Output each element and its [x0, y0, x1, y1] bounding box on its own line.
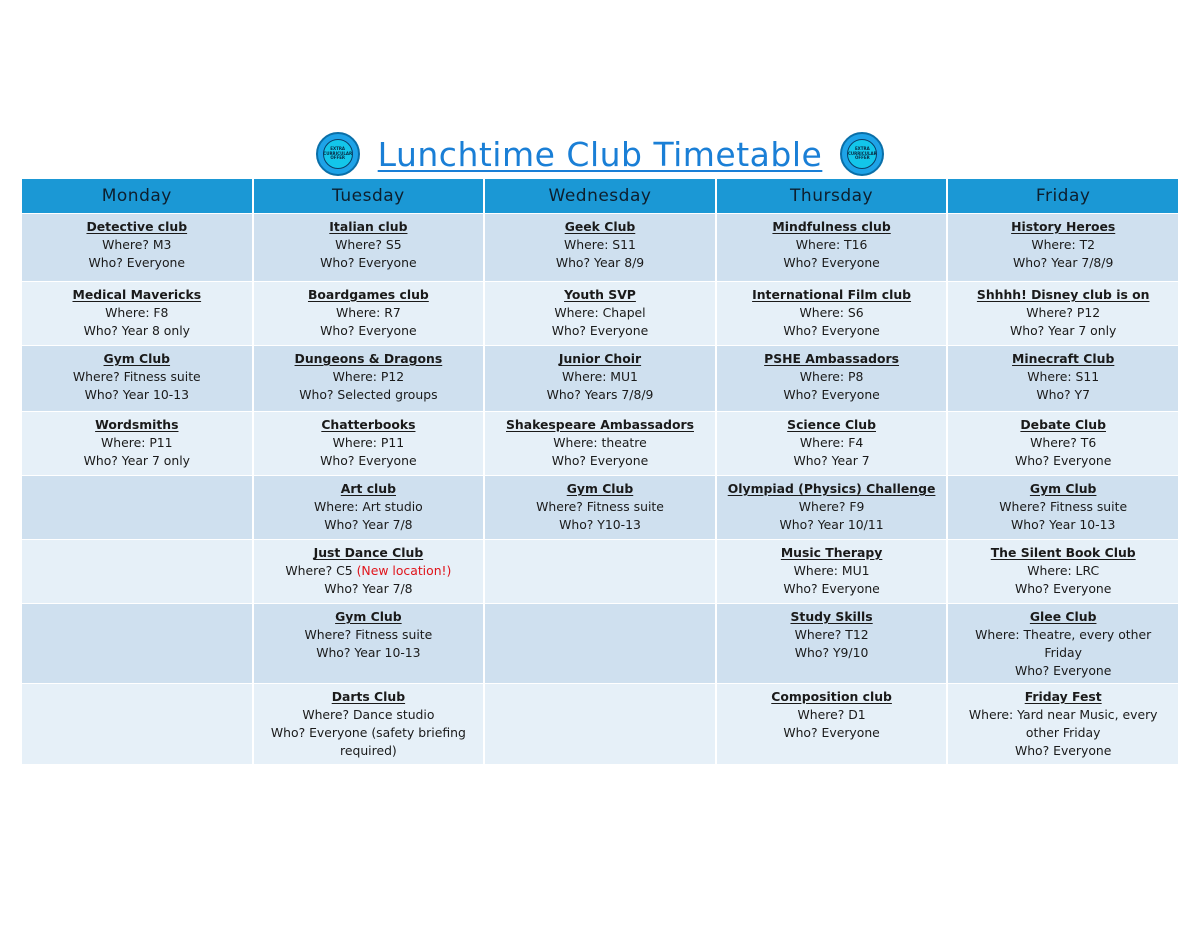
club-name: Gym Club	[1029, 481, 1097, 496]
club-where	[266, 706, 472, 724]
timetable-row	[21, 214, 1179, 282]
club-name: International Film club	[752, 287, 912, 302]
club-where	[962, 626, 1164, 662]
club-name: Medical Mavericks	[72, 287, 202, 302]
club-cell-wednesday	[484, 604, 716, 684]
club-cell-wednesday	[484, 346, 716, 412]
club-where	[489, 368, 711, 386]
club-cell-monday	[21, 604, 253, 684]
club-where-text: Where? Fitness suite	[536, 499, 664, 514]
club-name: Friday Fest	[1024, 689, 1102, 704]
club-name: Glee Club	[1029, 609, 1097, 624]
club-who: Who? Everyone (safety briefing required)	[270, 725, 466, 758]
club-name: Science Club	[787, 417, 876, 432]
club-where-text: Where: P11	[332, 435, 405, 450]
club-where-text: Where? D1	[797, 707, 866, 722]
club-where	[962, 236, 1164, 254]
club-who: Who? Everyone	[1014, 453, 1112, 468]
club-where-text: Where? Dance studio	[302, 707, 435, 722]
club-who: Who? Year 7 only	[83, 453, 190, 468]
club-cell-monday	[21, 346, 253, 412]
club-cell-wednesday	[484, 540, 716, 604]
timetable	[20, 179, 1180, 764]
timetable-row	[21, 282, 1179, 346]
club-where-text: Where: T16	[795, 237, 868, 252]
club-where-text: Where: S6	[799, 305, 864, 320]
club-who: Who? Everyone	[783, 725, 880, 740]
club-where-text: Where: F8	[105, 305, 169, 320]
club-where-text: Where: R7	[336, 305, 401, 320]
club-where	[962, 368, 1164, 386]
club-cell-wednesday	[484, 684, 716, 764]
club-who: Who? Year 7/8	[324, 581, 413, 596]
club-where	[721, 434, 943, 452]
club-where	[266, 434, 472, 452]
club-cell-monday	[21, 214, 253, 282]
club-where-text: Where: T2	[1031, 237, 1096, 252]
club-where	[962, 434, 1164, 452]
timetable-row	[21, 412, 1179, 476]
club-cell-thursday	[716, 540, 948, 604]
club-where	[26, 434, 248, 452]
club-name: Shakespeare Ambassadors	[506, 417, 694, 432]
club-cell-monday	[21, 282, 253, 346]
club-name: The Silent Book Club	[990, 545, 1136, 560]
club-cell-thursday	[716, 604, 948, 684]
club-where	[266, 562, 472, 580]
club-who: Who? Year 10-13	[316, 645, 421, 660]
club-name: History Heroes	[1011, 219, 1116, 234]
club-name: Gym Club	[103, 351, 171, 366]
club-where	[266, 368, 472, 386]
club-where	[962, 498, 1164, 516]
club-where	[489, 498, 711, 516]
club-name: Boardgames club	[307, 287, 429, 302]
club-name: Olympiad (Physics) Challenge	[727, 481, 936, 496]
club-cell-thursday	[716, 346, 948, 412]
club-name: Geek Club	[564, 219, 636, 234]
club-where	[962, 304, 1164, 322]
day-header-friday: Friday	[947, 179, 1179, 214]
club-name: Gym Club	[335, 609, 402, 624]
day-header-tuesday: Tuesday	[253, 179, 485, 214]
club-cell-thursday	[716, 412, 948, 476]
club-where-text: Where: MU1	[793, 563, 870, 578]
club-who: Who? Y9/10	[794, 645, 869, 660]
club-name: Youth SVP	[564, 287, 636, 302]
club-cell-monday	[21, 684, 253, 764]
club-name: Italian club	[329, 219, 408, 234]
club-where-text: Where: P8	[799, 369, 864, 384]
club-cell-thursday	[716, 214, 948, 282]
club-where-text: Where? S5	[335, 237, 402, 252]
club-where	[266, 236, 472, 254]
club-who: Who? Y7	[1036, 387, 1091, 402]
club-name: Junior Choir	[558, 351, 642, 366]
club-name: Darts Club	[331, 689, 406, 704]
club-cell-monday	[21, 476, 253, 540]
club-where-text: Where: Yard near Music, every other Friday	[968, 707, 1158, 740]
club-who: Who? Everyone	[783, 323, 880, 338]
club-where-text: Where: MU1	[562, 369, 638, 384]
club-cell-friday	[947, 214, 1179, 282]
club-where	[266, 626, 472, 644]
club-where	[266, 498, 472, 516]
club-who: Who? Years 7/8/9	[546, 387, 654, 402]
club-cell-thursday	[716, 282, 948, 346]
timetable-row	[21, 346, 1179, 412]
club-who: Who? Year 10/11	[779, 517, 884, 532]
timetable-row	[21, 476, 1179, 540]
club-who: Who? Year 8 only	[83, 323, 190, 338]
club-name: Shhhh! Disney club is on	[976, 287, 1150, 302]
timetable-row	[21, 540, 1179, 604]
club-where-text: Where? M3	[102, 237, 172, 252]
extra-curricular-badge-right	[840, 132, 884, 176]
club-cell-friday	[947, 540, 1179, 604]
title-bar	[0, 128, 1200, 180]
club-where	[26, 368, 248, 386]
club-where-text: Where? Fitness suite	[999, 499, 1128, 514]
club-where	[962, 706, 1164, 742]
club-who: Who? Everyone	[88, 255, 186, 270]
club-who: Who? Year 7/8/9	[1013, 255, 1114, 270]
club-cell-tuesday	[253, 214, 485, 282]
club-cell-thursday	[716, 684, 948, 764]
club-where	[721, 236, 943, 254]
club-where-text: Where? T12	[794, 627, 869, 642]
club-where-text: Where: S11	[564, 237, 636, 252]
club-where	[489, 434, 711, 452]
club-cell-tuesday	[253, 604, 485, 684]
timetable-body	[21, 214, 1179, 764]
club-cell-monday	[21, 540, 253, 604]
club-who: Who? Everyone	[783, 255, 880, 270]
club-where-text: Where? Fitness suite	[72, 369, 201, 384]
club-name: Detective club	[86, 219, 188, 234]
club-name: Study Skills	[790, 609, 873, 624]
club-name: Composition club	[771, 689, 892, 704]
club-where	[721, 626, 943, 644]
club-who: Who? Year 10-13	[84, 387, 189, 402]
club-cell-thursday	[716, 476, 948, 540]
club-who: Who? Everyone	[320, 255, 417, 270]
day-header-wednesday: Wednesday	[484, 179, 716, 214]
club-who: Who? Everyone	[1014, 743, 1112, 758]
club-cell-friday	[947, 604, 1179, 684]
club-where-text: Where? P12	[1026, 305, 1101, 320]
club-where-text: Where: S11	[1027, 369, 1100, 384]
club-where	[721, 562, 943, 580]
club-where	[266, 304, 472, 322]
club-where-text: Where: Art studio	[314, 499, 423, 514]
club-where-text: Where: F4	[799, 435, 864, 450]
club-where-text: Where? F9	[798, 499, 865, 514]
club-name: Chatterbooks	[321, 417, 416, 432]
club-cell-tuesday	[253, 282, 485, 346]
club-cell-friday	[947, 476, 1179, 540]
timetable-row	[21, 684, 1179, 764]
club-who: Who? Year 8/9	[555, 255, 645, 270]
club-who: Who? Everyone	[783, 387, 880, 402]
club-where-text: Where: Theatre, every other Friday	[975, 627, 1152, 660]
club-who: Who? Everyone	[320, 453, 417, 468]
club-cell-friday	[947, 684, 1179, 764]
club-where	[489, 304, 711, 322]
club-name: Dungeons & Dragons	[294, 351, 443, 366]
club-where-text: Where: P11	[101, 435, 173, 450]
club-cell-wednesday	[484, 214, 716, 282]
club-where-text: Where? C5	[285, 563, 353, 578]
club-cell-tuesday	[253, 412, 485, 476]
club-where	[26, 304, 248, 322]
club-name: Music Therapy	[780, 545, 883, 560]
page-title: Lunchtime Club Timetable	[377, 134, 823, 174]
club-cell-friday	[947, 346, 1179, 412]
club-cell-tuesday	[253, 540, 485, 604]
club-where-text: Where? Fitness suite	[304, 627, 433, 642]
club-who: Who? Everyone	[551, 323, 649, 338]
club-where	[721, 368, 943, 386]
club-name: Debate Club	[1020, 417, 1106, 432]
club-cell-wednesday	[484, 412, 716, 476]
club-who: Who? Year 7	[793, 453, 870, 468]
day-header-row	[21, 179, 1179, 214]
club-cell-tuesday	[253, 346, 485, 412]
club-who: Who? Year 10-13	[1010, 517, 1116, 532]
extra-curricular-badge-left	[316, 132, 360, 176]
club-name: Just Dance Club	[313, 545, 424, 560]
club-where	[962, 562, 1164, 580]
club-where-text: Where: theatre	[553, 435, 647, 450]
club-cell-wednesday	[484, 476, 716, 540]
club-where	[721, 498, 943, 516]
club-name: Mindfulness club	[772, 219, 891, 234]
club-name: Art club	[340, 481, 396, 496]
club-name: Minecraft Club	[1012, 351, 1115, 366]
club-name: Gym Club	[566, 481, 634, 496]
club-where-text: Where: Chapel	[554, 305, 646, 320]
club-cell-tuesday	[253, 684, 485, 764]
club-cell-wednesday	[484, 282, 716, 346]
club-cell-monday	[21, 412, 253, 476]
club-who: Who? Y10-13	[559, 517, 641, 532]
day-header-thursday: Thursday	[716, 179, 948, 214]
club-cell-friday	[947, 282, 1179, 346]
timetable-row	[21, 604, 1179, 684]
club-cell-friday	[947, 412, 1179, 476]
club-where-text: Where: LRC	[1027, 563, 1100, 578]
club-who: Who? Year 7 only	[1009, 323, 1117, 338]
club-who: Who? Everyone	[1014, 581, 1112, 596]
club-who: Who? Everyone	[1014, 663, 1112, 678]
club-where	[26, 236, 248, 254]
club-who: Who? Everyone	[783, 581, 880, 596]
club-name: Wordsmiths	[95, 417, 179, 432]
club-where	[489, 236, 711, 254]
club-who: Who? Selected groups	[299, 387, 438, 402]
badge-text: EXTRA CURRICULAR OFFER	[323, 139, 353, 169]
day-header-monday: Monday	[21, 179, 253, 214]
club-where	[721, 706, 943, 724]
club-who: Who? Year 7/8	[324, 517, 413, 532]
club-cell-tuesday	[253, 476, 485, 540]
club-who: Who? Everyone	[320, 323, 417, 338]
club-where-text: Where? T6	[1030, 435, 1097, 450]
club-where	[721, 304, 943, 322]
club-location-note: (New location!)	[356, 563, 452, 578]
club-name: PSHE Ambassadors	[764, 351, 900, 366]
badge-text: EXTRA CURRICULAR OFFER	[847, 139, 877, 169]
club-who: Who? Everyone	[551, 453, 649, 468]
club-where-text: Where: P12	[332, 369, 405, 384]
